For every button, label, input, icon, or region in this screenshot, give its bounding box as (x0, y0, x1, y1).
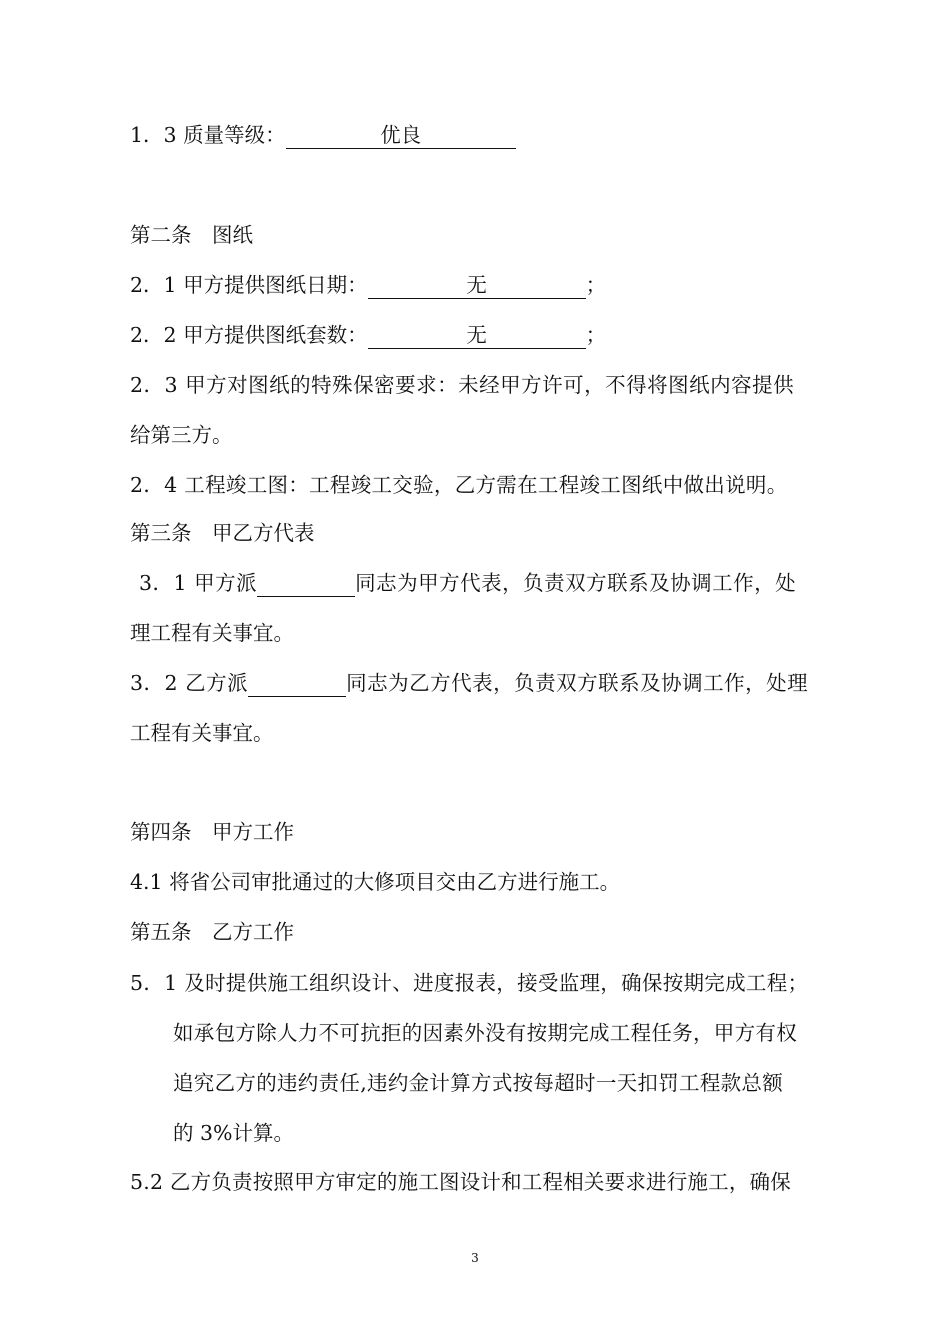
clause-2-3-line-1: 2．3 甲方对图纸的特殊保密要求：未经甲方许可，不得将图纸内容提供 (130, 373, 795, 397)
clause-5-2-line-1: 5.2 乙方负责按照甲方审定的施工图设计和工程相关要求进行施工，确保 (130, 1170, 791, 1194)
clause-3-2 (130, 668, 808, 698)
clause-3-1-line-2: 理工程有关事宜。 (130, 621, 294, 645)
clause-2-1-end: ； (585, 273, 607, 297)
party-a-representative-field (257, 570, 355, 597)
clause-3-2-line-2: 工程有关事宜。 (130, 721, 274, 745)
party-b-representative-field (248, 670, 346, 697)
article-2-heading: 第二条 图纸 (130, 223, 253, 247)
clause-5-1-line-4: 的 3%计算。 (173, 1121, 295, 1145)
article-5-heading: 第五条 乙方工作 (130, 920, 294, 944)
clause-2-3-line-2: 给第三方。 (130, 423, 233, 447)
clause-3-1-prefix: 3．1 甲方派 (139, 571, 258, 595)
clause-4-1: 4.1 将省公司审批通过的大修项目交由乙方进行施工。 (130, 870, 621, 894)
clause-3-2-prefix: 3．2 乙方派 (130, 671, 249, 695)
clause-2-1-label: 2．1 甲方提供图纸日期： (130, 273, 368, 297)
clause-1-3 (130, 120, 516, 150)
drawing-date-field: 无 (368, 272, 586, 299)
clause-3-1-suffix: 同志为甲方代表，负责双方联系及协调工作，处 (355, 571, 797, 595)
drawing-sets-field: 无 (368, 322, 586, 349)
clause-3-1 (139, 568, 796, 598)
article-3-heading: 第三条 甲乙方代表 (130, 521, 315, 545)
page-number: 3 (471, 1251, 479, 1265)
clause-2-1 (130, 270, 606, 300)
clause-2-2-end: ； (585, 323, 607, 347)
clause-5-1-line-2: 如承包方除人力不可抗拒的因素外没有按期完成工程任务，甲方有权 (173, 1021, 797, 1045)
article-4-heading: 第四条 甲方工作 (130, 820, 294, 844)
clause-5-1-line-1: 5．1 及时提供施工组织设计、进度报表，接受监理，确保按期完成工程； (130, 971, 809, 995)
clause-3-2-suffix: 同志为乙方代表，负责双方联系及协调工作，处理 (346, 671, 809, 695)
clause-5-1-line-3: 追究乙方的违约责任,违约金计算方式按每超时一天扣罚工程款总额 (173, 1071, 784, 1095)
quality-grade-field: 优良 (286, 122, 516, 149)
clause-1-3-label: 1．3 质量等级： (130, 123, 286, 147)
clause-2-4: 2．4 工程竣工图：工程竣工交验，乙方需在工程竣工图纸中做出说明。 (130, 473, 788, 497)
clause-2-2 (130, 320, 606, 350)
clause-2-2-label: 2．2 甲方提供图纸套数： (130, 323, 368, 347)
